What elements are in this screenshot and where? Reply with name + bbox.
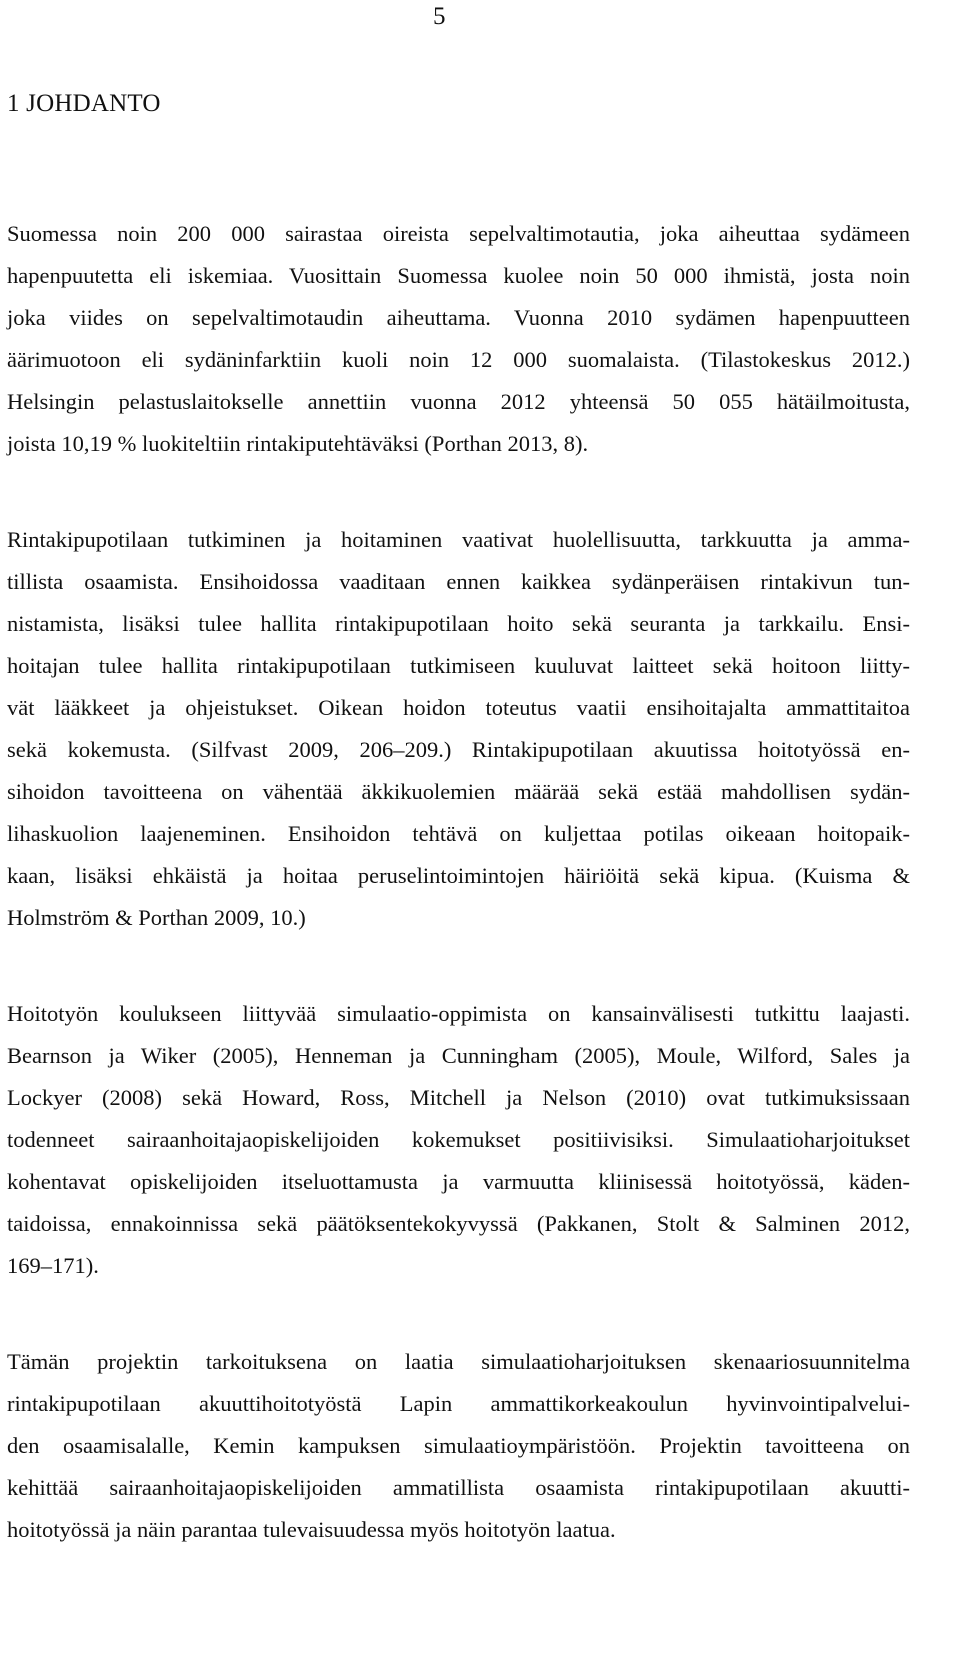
text-line: äärimuotoon eli sydäninfarktiin kuoli noin 12 000 suomalaista. (Tilastokeskus 2012.) — [7, 347, 910, 372]
text-line: tillista osaamista. Ensihoidossa vaaditaan ennen kaikkea sydänperäisen rintakivun tun- — [7, 569, 910, 594]
page-number: 5 — [433, 3, 446, 30]
text-line: sekä kokemusta. (Silfvast 2009, 206–209.) Rintakipupotilaan akuutissa hoitotyössä en- — [7, 737, 910, 762]
text-line: Suomessa noin 200 000 sairastaa oireista sepelvaltimotautia, joka aiheuttaa sydämeen — [7, 221, 910, 246]
text-line: Bearnson ja Wiker (2005), Henneman ja Cunningham (2005), Moule, Wilford, Sales ja — [7, 1043, 910, 1068]
text-line: joista 10,19 % luokiteltiin rintakiputehtäväksi (Porthan 2013, 8). — [7, 431, 589, 456]
text-line: 169–171). — [7, 1253, 99, 1278]
text-line: kaan, lisäksi ehkäistä ja hoitaa peruselintoimintojen häiriöitä sekä kipua. (Kuisma & — [7, 863, 910, 888]
text-line: kohentavat opiskelijoiden itseluottamusta ja varmuutta kliinisessä hoitotyössä, käden- — [7, 1169, 910, 1194]
text-line: todenneet sairaanhoitajaopiskelijoiden kokemukset positiivisiksi. Simulaatioharjoitukset — [7, 1127, 910, 1152]
text-line: Holmström & Porthan 2009, 10.) — [7, 905, 306, 930]
text-line: Helsingin pelastuslaitokselle annettiin vuonna 2012 yhteensä 50 055 hätäilmoitusta, — [7, 389, 910, 414]
text-line: joka viides on sepelvaltimotaudin aiheuttama. Vuonna 2010 sydämen hapenpuutteen — [7, 305, 910, 330]
text-line: sihoidon tavoitteena on vähentää äkkikuolemien määrää sekä estää mahdollisen sydän- — [7, 779, 910, 804]
text-line: vät lääkkeet ja ohjeistukset. Oikean hoidon toteutus vaatii ensihoitajalta ammattitaitoa — [7, 695, 910, 720]
chapter-heading: 1 JOHDANTO — [7, 90, 161, 117]
text-line: Hoitotyön koulukseen liittyvää simulaatio-oppimista on kansainvälisesti tutkittu laajasti. — [7, 1001, 910, 1026]
text-line: hoitajan tulee hallita rintakipupotilaan tutkimiseen kuuluvat laitteet sekä hoitoon liitty- — [7, 653, 910, 678]
text-line: kehittää sairaanhoitajaopiskelijoiden ammatillista osaamista rintakipupotilaan akuutti- — [7, 1475, 910, 1500]
text-line: Tämän projektin tarkoituksena on laatia simulaatioharjoituksen skenaariosuunnitelma — [7, 1349, 910, 1374]
text-line: Lockyer (2008) sekä Howard, Ross, Mitchell ja Nelson (2010) ovat tutkimuksissaan — [7, 1085, 910, 1110]
text-line: lihaskuolion laajeneminen. Ensihoidon tehtävä on kuljettaa potilas oikeaan hoitopaik- — [7, 821, 910, 846]
text-line: Rintakipupotilaan tutkiminen ja hoitaminen vaativat huolellisuutta, tarkkuutta ja amma- — [7, 527, 910, 552]
text-line: den osaamisalalle, Kemin kampuksen simulaatioympäristöön. Projektin tavoitteena on — [7, 1433, 910, 1458]
text-line: hoitotyössä ja näin parantaa tulevaisuudessa myös hoitotyön laatua. — [7, 1517, 616, 1542]
text-line: nistamista, lisäksi tulee hallita rintakipupotilaan hoito sekä seuranta ja tarkkailu. Ensi- — [7, 611, 910, 636]
text-line: rintakipupotilaan akuuttihoitotyöstä Lapin ammattikorkeakoulun hyvinvointipalvelui- — [7, 1391, 910, 1416]
text-line: taidoissa, ennakoinnissa sekä päätöksentekokyvyssä (Pakkanen, Stolt & Salminen 2012, — [7, 1211, 910, 1236]
text-line: hapenpuutetta eli iskemiaa. Vuosittain Suomessa kuolee noin 50 000 ihmistä, josta noin — [7, 263, 910, 288]
